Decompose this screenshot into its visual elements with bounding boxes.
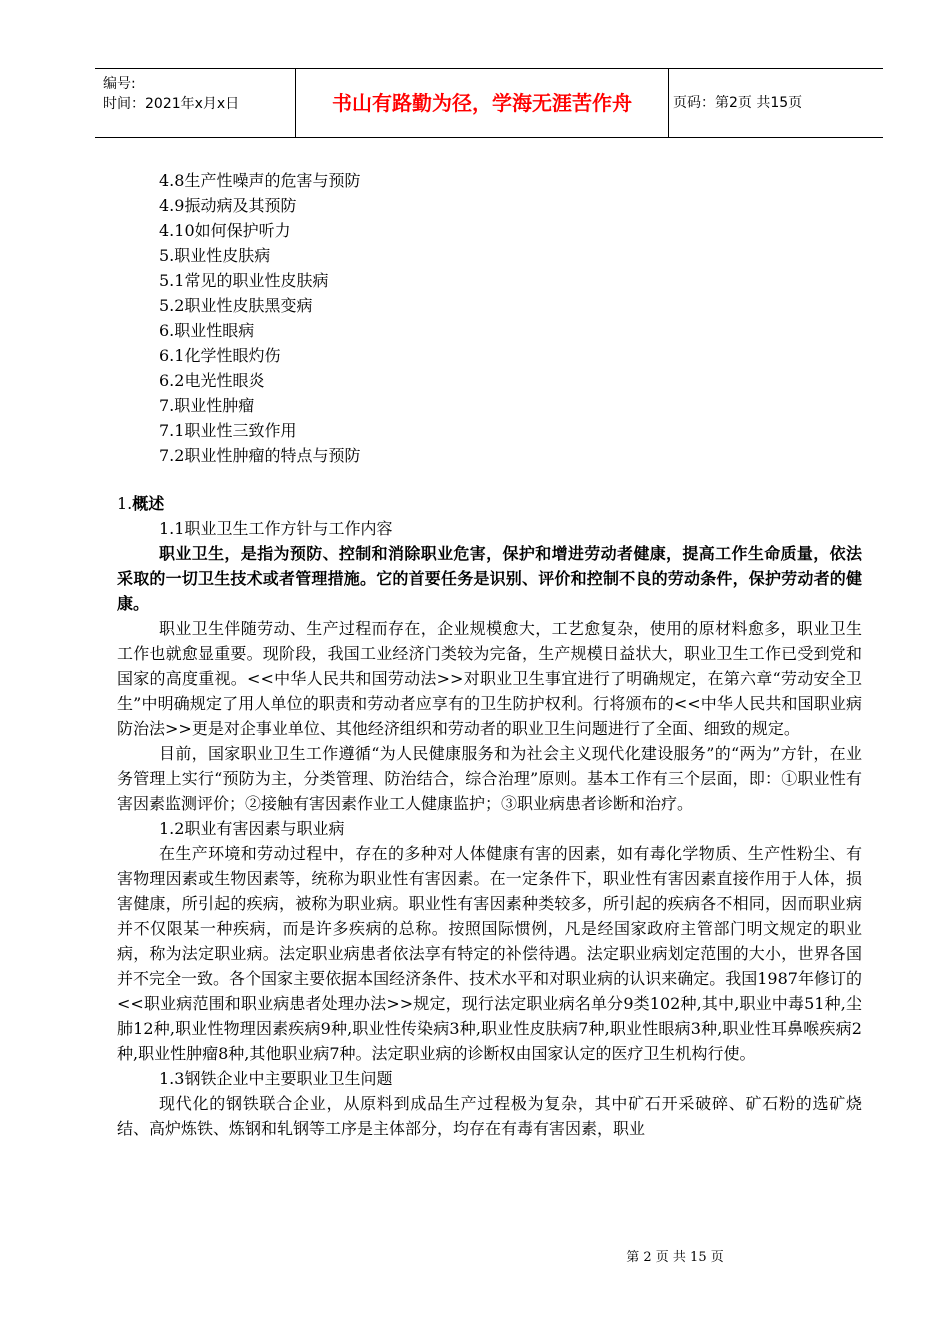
toc-item: 4.10如何保护听力 <box>159 221 291 240</box>
subsection-heading: 1.2职业有害因素与职业病 <box>159 819 345 838</box>
toc-item: 4.8生产性噪声的危害与预防 <box>159 171 361 190</box>
toc-item: 5.1常见的职业性皮肤病 <box>159 271 329 290</box>
page-number-label: 页码：第2页 共15页 <box>673 95 803 111</box>
number-label: 编号: <box>103 76 136 92</box>
header-meta <box>95 69 295 137</box>
body-paragraph: 现代化的钢铁联合企业，从原料到成品生产过程极为复杂，其中矿石开采破碎、矿石粉的选矿烧结、高炉炼铁、炼钢和轧钢等工序是主体部分，均存在有毒有害因素，职业 <box>117 1094 862 1138</box>
toc-item: 6.1化学性眼灼伤 <box>159 346 281 365</box>
toc-item: 7.2职业性肿瘤的特点与预防 <box>159 446 361 465</box>
page-footer: 第 2 页 共 15 页 <box>626 1250 724 1265</box>
toc-item: 4.9振动病及其预防 <box>159 196 297 215</box>
toc-item: 7.职业性肿瘤 <box>159 396 255 415</box>
section-title: 概述 <box>132 494 165 513</box>
body-paragraph: 在生产环境和劳动过程中，存在的多种对人体健康有害的因素，如有毒化学物质、生产性粉尘、有害物理因素或生物因素等，统称为职业性有害因素。在一定条件下，职业性有害因素直接作用于人体，损害健康，所引起的疾病，被称为职业病。职业性有害因素种类较多，所引起的疾病各不相同，因而职业病并不仅限某一种疾病，而是许多疾病的总称。按照国际惯例，凡是经国家政府主管部门明文规定的职业病，称为法定职业病。法定职业病患者依法享有特定的补偿待遇。法定职业病划定范围的大小，世界各国并不完全一致。各个国家主要依据本国经济条件、技术水平和对职业病的认识来确定。我国1987年修订的<<职业病范围和职业病患者处理办法>>规定，现行法定职业病名单分9类102种,其中,职业中毒51种,尘肺12种,职业性物理因素疾病9种,职业性传染病3种,职业性皮肤病7种,职业性眼病3种,职业性耳鼻喉疾病2种,职业性肿瘤8种,其他职业病7种。法定职业病的诊断权由国家认定的医疗卫生机构行使。 <box>117 844 862 1063</box>
definition-paragraph: 职业卫生，是指为预防、控制和消除职业危害，保护和增进劳动者健康，提高工作生命质量，依法采取的一切卫生技术或者管理措施。它的首要任务是识别、评价和控制不良的劳动条件，保护劳动者的健康。 <box>117 544 862 613</box>
toc-list <box>159 168 862 468</box>
time-label: 时间：2021年x月x日 <box>103 96 240 112</box>
toc-item: 5.2职业性皮肤黑变病 <box>159 296 313 315</box>
subsection-heading: 1.1职业卫生工作方针与工作内容 <box>159 519 393 538</box>
document-body <box>117 168 862 1141</box>
toc-item: 6.2电光性眼炎 <box>159 371 265 390</box>
toc-item: 6.职业性眼病 <box>159 321 255 340</box>
body-paragraph: 目前，国家职业卫生工作遵循“为人民健康服务和为社会主义现代化建设服务”的“两为”方针，在业务管理上实行“预防为主，分类管理、防治结合，综合治理”原则。基本工作有三个层面，即：①职业性有害因素监测评价；②接触有害因素作业工人健康监护；③职业病患者诊断和治疗。 <box>117 744 862 813</box>
subsection-heading: 1.3钢铁企业中主要职业卫生问题 <box>159 1069 393 1088</box>
toc-item: 7.1职业性三致作用 <box>159 421 297 440</box>
header-motto: 书山有路勤为径，学海无涯苦作舟 <box>295 69 669 137</box>
section-number: 1. <box>117 494 133 513</box>
toc-item: 5.职业性皮肤病 <box>159 246 271 265</box>
page-header <box>95 68 883 138</box>
body-paragraph: 职业卫生伴随劳动、生产过程而存在，企业规模愈大，工艺愈复杂，使用的原材料愈多，职业卫生工作也就愈显重要。现阶段，我国工业经济门类较为完备，生产规模日益状大，职业卫生工作已受到党和国家的高度重视。<<中华人民共和国劳动法>>对职业卫生事宜进行了明确规定，在第六章“劳动安全卫生”中明确规定了用人单位的职责和劳动者应享有的卫生防护权利。行将颁布的<<中华人民共和国职业病防治法>>更是对企事业单位、其他经济组织和劳动者的职业卫生问题进行了全面、细致的规定。 <box>117 619 862 738</box>
section-heading <box>117 491 862 516</box>
